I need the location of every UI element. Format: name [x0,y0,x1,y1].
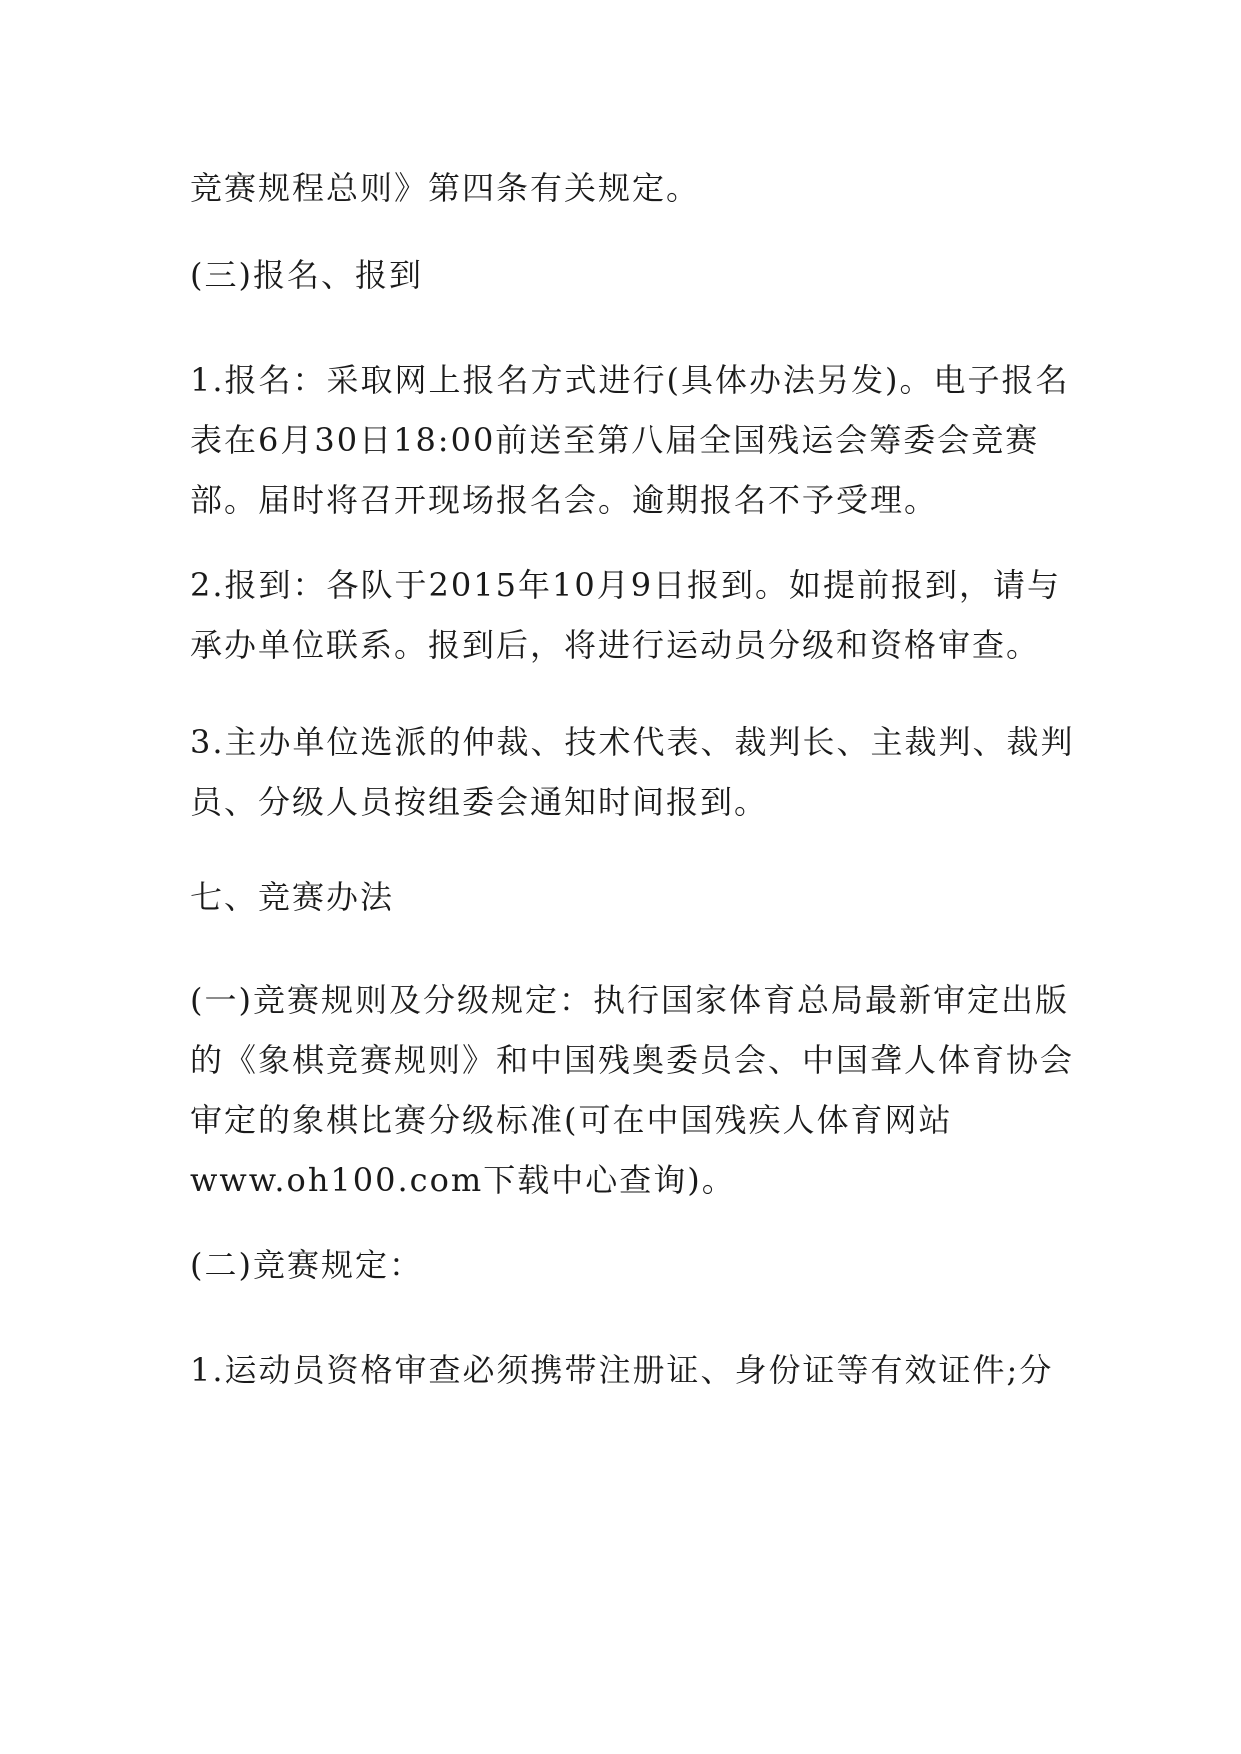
text-line: 1.运动员资格审查必须携带注册证、身份证等有效证件;分 [190,1351,1054,1389]
paragraph-rules-reference [190,158,1052,218]
text-line: 的《象棋竞赛规则》和中国残奥委员会、中国聋人体育协会 [190,1041,1075,1079]
text-line: (三)报名、报到 [190,256,423,294]
text-line: 七、竞赛办法 [190,878,395,916]
text-line: www.oh100.com下载中心查询)。 [190,1161,736,1199]
text-line: 审定的象棋比赛分级标准(可在中国残疾人体育网站 [190,1101,953,1139]
text-line: 1.报名：采取网上报名方式进行(具体办法另发)。电子报名 [190,361,1070,399]
section-heading-competition-method [190,867,1052,927]
text-line: 员、分级人员按组委会通知时间报到。 [190,783,769,821]
text-line: 3.主办单位选派的仲裁、技术代表、裁判长、主裁判、裁判 [190,723,1075,761]
text-line: 部。届时将召开现场报名会。逾期报名不予受理。 [190,481,939,519]
paragraph-registration [190,350,1070,530]
text-line: 承办单位联系。报到后，将进行运动员分级和资格审查。 [190,626,1041,664]
paragraph-check-in [190,555,1062,675]
section-heading-competition-regulations [190,1235,1052,1295]
text-line: 表在6月30日18:00前送至第八届全国残运会筹委会竞赛 [190,421,1040,459]
text-line: (一)竞赛规则及分级规定：执行国家体育总局最新审定出版 [190,981,1069,1019]
paragraph-competition-rules [190,970,1075,1210]
text-line: (二)竞赛规定： [190,1246,423,1284]
paragraph-officials-check-in [190,712,1075,832]
text-line: 2.报到：各队于2015年10月9日报到。如提前报到，请与 [190,566,1062,604]
text-line: 竞赛规程总则》第四条有关规定。 [190,169,701,207]
section-heading-registration [190,245,1052,305]
paragraph-eligibility-check [190,1340,1052,1400]
